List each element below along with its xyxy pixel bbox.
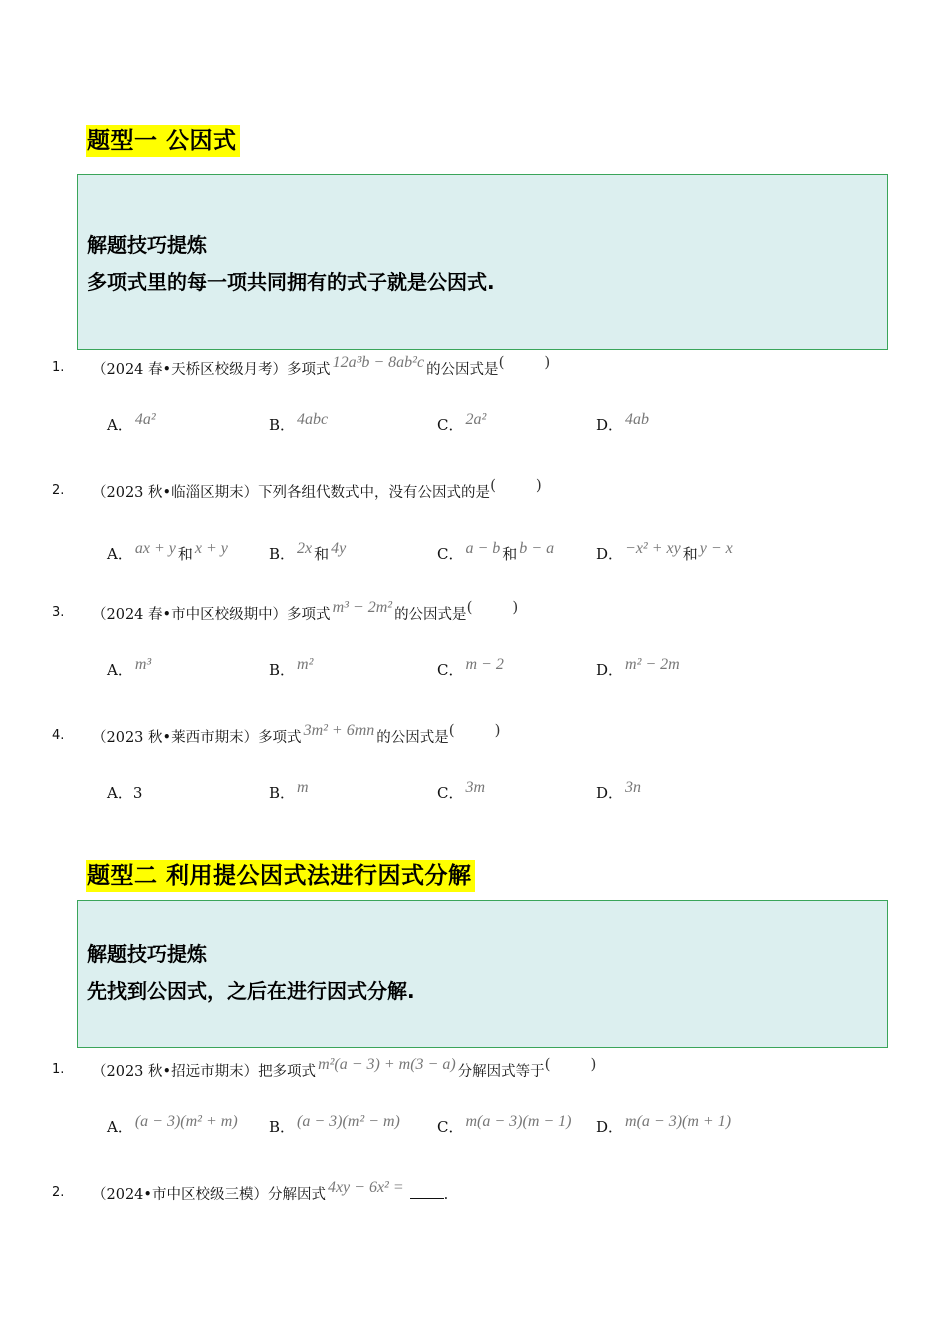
option-a[interactable]: A． ax + y 和 x + y bbox=[107, 540, 228, 563]
answer-parentheses: ( ) bbox=[466, 598, 519, 616]
question-suffix: 的公因式是 bbox=[376, 730, 449, 746]
tip-box-common-factor bbox=[77, 174, 888, 350]
option-a[interactable]: A． m³ bbox=[107, 656, 152, 679]
option-a[interactable]: A． (a − 3)(m² + m) bbox=[107, 1113, 238, 1136]
tip-title: 解题技巧提炼 bbox=[87, 942, 207, 966]
tip-title: 解题技巧提炼 bbox=[87, 233, 207, 257]
answer-parentheses: ( ) bbox=[490, 476, 542, 494]
answer-parentheses: ( ) bbox=[544, 1055, 597, 1073]
question-source: （2024 春•市中区校级期中）多项式 bbox=[92, 607, 331, 623]
question-number: 2. bbox=[52, 483, 65, 498]
option-b[interactable]: B． m² bbox=[269, 656, 314, 679]
question-number: 1. bbox=[52, 1062, 65, 1077]
answer-parentheses: ( ) bbox=[448, 721, 501, 739]
tip-text: 多项式里的每一项共同拥有的式子就是公因式. bbox=[87, 270, 495, 294]
option-b[interactable]: B． m bbox=[269, 779, 309, 802]
question-text bbox=[92, 1179, 449, 1204]
question-source: （2024•市中区校级三模）分解因式 bbox=[92, 1187, 326, 1203]
option-b[interactable]: B． 4abc bbox=[269, 411, 329, 434]
option-d[interactable]: D． 3n bbox=[596, 779, 642, 802]
question-suffix: 分解因式等于 bbox=[457, 1064, 545, 1080]
option-c[interactable]: C． m(a − 3)(m − 1) bbox=[437, 1113, 572, 1136]
question-text bbox=[92, 353, 551, 379]
question-number: 4. bbox=[52, 728, 65, 743]
option-d[interactable]: D． m(a − 3)(m + 1) bbox=[596, 1113, 732, 1136]
question-source: （2023 秋•莱西市期末）多项式 bbox=[92, 730, 302, 746]
option-d[interactable]: D． m² − 2m bbox=[596, 656, 680, 679]
answer-blank[interactable] bbox=[410, 1184, 444, 1199]
question-text bbox=[92, 721, 501, 747]
question-formula: m³ − 2m² bbox=[332, 599, 393, 616]
option-a[interactable]: A． 4a² bbox=[107, 411, 156, 434]
option-a[interactable]: A．3 bbox=[107, 784, 143, 802]
question-text bbox=[92, 598, 519, 624]
option-c[interactable]: C． m − 2 bbox=[437, 656, 504, 679]
tip-box-factorization bbox=[77, 900, 888, 1048]
answer-parentheses: ( ) bbox=[498, 353, 551, 371]
question-number: 1. bbox=[52, 360, 65, 375]
question-number: 2. bbox=[52, 1185, 65, 1200]
section-title-factorization: 题型二 利用提公因式法进行因式分解 bbox=[86, 860, 475, 892]
question-formula: 12a³b − 8ab²c bbox=[332, 354, 425, 371]
option-d[interactable]: D． 4ab bbox=[596, 411, 650, 434]
section-title-common-factor: 题型一 公因式 bbox=[86, 125, 240, 157]
question-number: 3. bbox=[52, 605, 65, 620]
question-text bbox=[92, 1055, 597, 1081]
option-b[interactable]: B． (a − 3)(m² − m) bbox=[269, 1113, 400, 1136]
option-c[interactable]: C． a − b 和 b − a bbox=[437, 540, 555, 563]
question-source: （2024 春•天桥区校级月考）多项式 bbox=[92, 362, 331, 378]
tip-text: 先找到公因式，之后在进行因式分解. bbox=[87, 979, 415, 1003]
option-c[interactable]: C． 3m bbox=[437, 779, 486, 802]
option-b[interactable]: B． 2x 和 4y bbox=[269, 540, 347, 563]
question-formula: 3m² + 6mn bbox=[303, 722, 375, 739]
question-text bbox=[92, 476, 542, 502]
question-suffix: 的公因式是 bbox=[394, 607, 467, 623]
option-d[interactable]: D． −x² + xy 和 y − x bbox=[596, 540, 733, 563]
option-c[interactable]: C． 2a² bbox=[437, 411, 487, 434]
question-suffix: . bbox=[443, 1187, 449, 1203]
question-suffix: 的公因式是 bbox=[426, 362, 499, 378]
question-source: （2023 秋•招远市期末）把多项式 bbox=[92, 1064, 317, 1080]
question-formula: m²(a − 3) + m(3 − a) bbox=[318, 1056, 456, 1073]
question-source: （2023 秋•临淄区期末）下列各组代数式中，没有公因式的是 bbox=[92, 485, 491, 501]
question-formula: 4xy − 6x² = bbox=[327, 1179, 404, 1196]
